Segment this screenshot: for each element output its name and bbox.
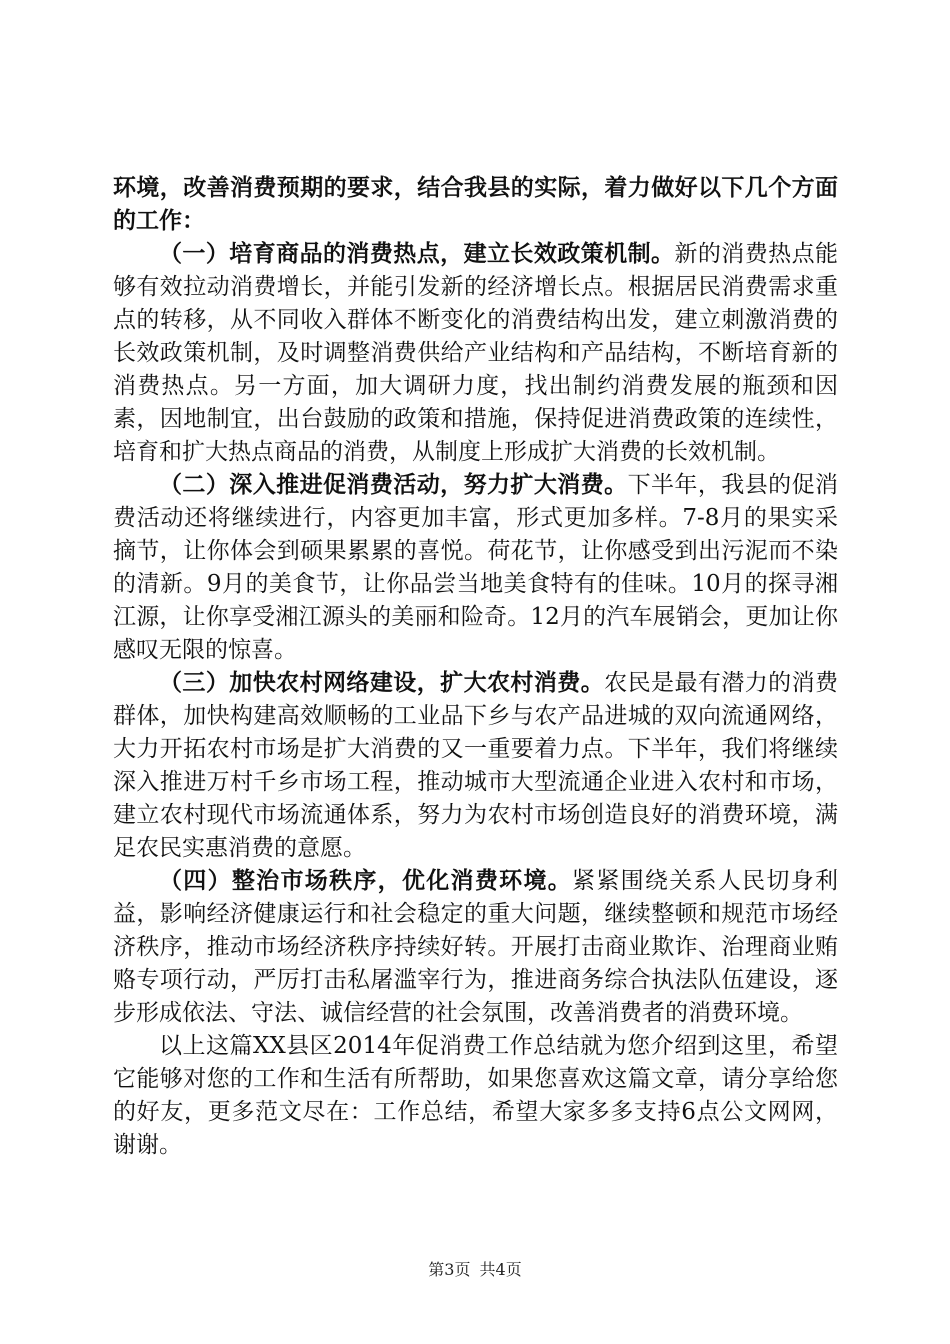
document-body bbox=[113, 172, 838, 1162]
section-paragraph-4 bbox=[113, 865, 838, 1030]
page-number-total: 共4页 bbox=[479, 1260, 522, 1279]
section-heading-4: （四）整治市场秩序，优化消费环境。 bbox=[159, 868, 573, 894]
section-body-4: 紧紧围绕关系人民切身利益，影响经济健康运行和社会稳定的重大问题，继续整顿和规范市场经济秩序，推动市场经济秩序持续好转。开展打击商业欺诈、治理商业贿赂专项行动，严厉打击私屠滥宰行为，推进商务综合执法队伍建设，逐步形成依法、守法、诚信经营的社会氛围，改善消费者的消费环境。 bbox=[113, 868, 839, 1026]
intro-paragraph: 环境，改善消费预期的要求，结合我县的实际，着力做好以下几个方面的工作： bbox=[113, 175, 838, 234]
section-paragraph-1 bbox=[113, 238, 838, 469]
section-body-3: 农民是最有潜力的消费群体，加快构建高效顺畅的工业品下乡与农产品进城的双向流通网络，大力开拓农村市场是扩大消费的又一重要着力点。下半年，我们将继续深入推进万村千乡市场工程，推动城市大型流通企业进入农村和市场，建立农村现代市场流通体系，努力为农村市场创造良好的消费环境，满足农民实惠消费的意愿。 bbox=[113, 670, 839, 861]
section-heading-2: （二）深入推进促消费活动，努力扩大消费。 bbox=[159, 472, 628, 498]
section-paragraph-2 bbox=[113, 469, 838, 667]
page-number-current: 第3页 bbox=[428, 1260, 471, 1279]
section-paragraph-3 bbox=[113, 667, 838, 865]
section-body-1: 新的消费热点能够有效拉动消费增长，并能引发新的经济增长点。根据居民消费需求重点的转移，从不同收入群体不断变化的消费结构出发，建立刺激消费的长效政策机制，及时调整消费供给产业结构和产品结构，不断培育新的消费热点。另一方面，加大调研力度，找出制约消费发展的瓶颈和因素，因地制宜，出台鼓励的政策和措施，保持促进消费政策的连续性，培育和扩大热点商品的消费，从制度上形成扩大消费的长效机制。 bbox=[113, 241, 839, 465]
section-body-2: 下半年，我县的促消费活动还将继续进行，内容更加丰富，形式更加多样。7-8月的果实采摘节，让你体会到硕果累累的喜悦。荷花节，让你感受到出污泥而不染的清新。9月的美食节，让你品尝当地美食特有的佳味。10月的探寻湘江源，让你享受湘江源头的美丽和险奇。12月的汽车展销会，更加让你感叹无限的惊喜。 bbox=[113, 472, 839, 663]
closing-paragraph: 以上这篇XX县区2014年促消费工作总结就为您介绍到这里，希望它能够对您的工作和生活有所帮助，如果您喜欢这篇文章，请分享给您的好友，更多范文尽在：工作总结，希望大家多多支持6点公文网网，谢谢。 bbox=[113, 1033, 838, 1158]
section-heading-1: （一）培育商品的消费热点，建立长效政策机制。 bbox=[159, 241, 675, 267]
section-heading-3: （三）加快农村网络建设，扩大农村消费。 bbox=[159, 670, 605, 696]
page-footer bbox=[0, 1257, 950, 1280]
